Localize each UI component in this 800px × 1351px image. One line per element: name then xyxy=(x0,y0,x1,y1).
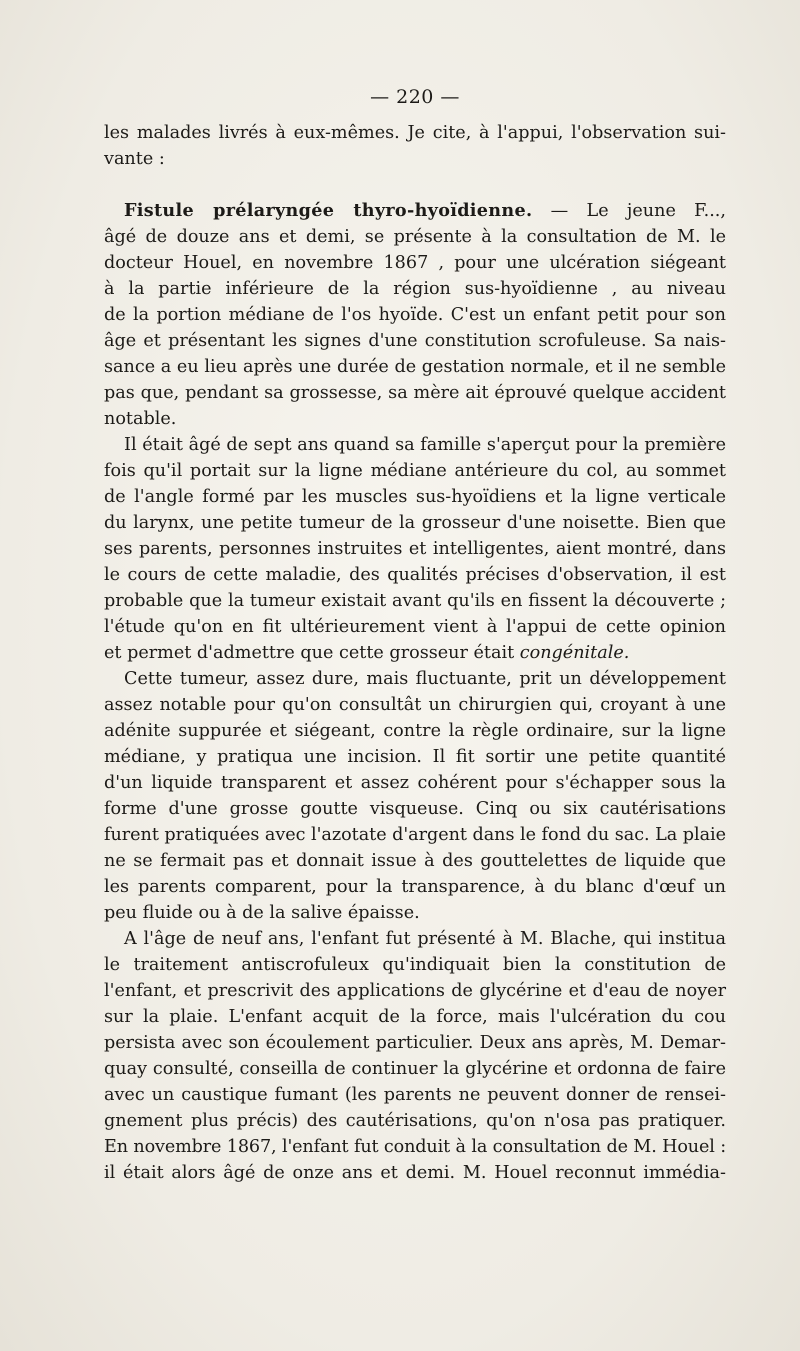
text-line: assez notable pour qu'on consultât un chirurgien qui, croyant à une xyxy=(104,695,726,715)
text-line: les parents comparent, pour la transparence, à du blanc d'œuf un xyxy=(104,877,726,897)
text-line: probable que la tumeur existait avant qu'ils en fissent la découverte ; xyxy=(104,591,726,611)
text-line: pas que, pendant sa grossesse, sa mère ait éprouvé quelque accident xyxy=(104,383,726,403)
text-line: notable. xyxy=(104,409,177,429)
text-line: âgé de douze ans et demi, se présente à la consultation de M. le xyxy=(104,227,726,247)
page-number: — 220 — xyxy=(370,86,460,108)
text-line: le traitement antiscrofuleux qu'indiquait bien la constitution de xyxy=(104,955,726,975)
text-line: fois qu'il portait sur la ligne médiane antérieure du col, au sommet xyxy=(104,461,726,481)
text-line: il était alors âgé de onze ans et demi. M. Houel reconnut immédia- xyxy=(104,1163,726,1183)
page-content xyxy=(104,84,726,1186)
observation-title-rest: — Le jeune F..., xyxy=(532,201,726,221)
text-run: et permet d'admettre que cette grosseur était xyxy=(104,643,520,663)
text-line xyxy=(104,640,726,666)
text-line: l'étude qu'on en fit ultérieurement vient à l'appui de cette opinion xyxy=(104,617,726,637)
italic-term: congénitale. xyxy=(519,643,630,663)
text-line: de la portion médiane de l'os hyoïde. C'est un enfant petit pour son xyxy=(104,305,726,325)
observation-title: Fistule prélaryngée thyro-hyoïdienne. xyxy=(124,200,533,221)
text-line: quay consulté, conseilla de continuer la glycérine et ordonna de faire xyxy=(104,1059,726,1079)
text-line: avec un caustique fumant (les parents ne peuvent donner de rensei- xyxy=(104,1085,726,1105)
text-line: le cours de cette maladie, des qualités précises d'observation, il est xyxy=(104,565,726,585)
text-line: les malades livrés à eux-mêmes. Je cite, à l'appui, l'observation sui- xyxy=(104,123,726,143)
text-line: forme d'une grosse goutte visqueuse. Cinq ou six cautérisations xyxy=(104,799,726,819)
text-line: Il était âgé de sept ans quand sa famille s'aperçut pour la première xyxy=(124,435,726,455)
text-line: furent pratiquées avec l'azotate d'argent dans le fond du sac. La plaie xyxy=(104,825,727,845)
text-line: gnement plus précis) des cautérisations, qu'on n'osa pas pratiquer. xyxy=(104,1111,726,1131)
text-line: peu fluide ou à de la salive épaisse. xyxy=(104,903,420,923)
text-line: de l'angle formé par les muscles sus-hyoïdiens et la ligne verticale xyxy=(104,487,726,507)
text-line: docteur Houel, en novembre 1867 , pour une ulcération siégeant xyxy=(104,253,726,273)
text-line: En novembre 1867, l'enfant fut conduit à la consultation de M. Houel : xyxy=(104,1137,726,1157)
text-line: A l'âge de neuf ans, l'enfant fut présenté à M. Blache, qui institua xyxy=(124,929,726,949)
text-line: adénite suppurée et siégeant, contre la règle ordinaire, sur la ligne xyxy=(104,721,726,741)
text-line: médiane, y pratiqua une incision. Il fit sortir une petite quantité xyxy=(104,747,726,767)
text-line: persista avec son écoulement particulier. Deux ans après, M. Demar- xyxy=(104,1033,726,1053)
text-line: à la partie inférieure de la région sus-hyoïdienne , au niveau xyxy=(104,279,726,299)
text-line: d'un liquide transparent et assez cohérent pour s'échapper sous la xyxy=(104,773,726,793)
observation-heading-line xyxy=(104,198,726,224)
text-line: l'enfant, et prescrivit des applications de glycérine et d'eau de noyer xyxy=(104,981,726,1001)
spacer xyxy=(104,172,726,198)
text-line: Cette tumeur, assez dure, mais fluctuante, prit un développement xyxy=(124,669,726,689)
text-line: âge et présentant les signes d'une constitution scrofuleuse. Sa nais- xyxy=(104,331,726,351)
text-line: ses parents, personnes instruites et intelligentes, aient montré, dans xyxy=(104,539,726,559)
text-line: du larynx, une petite tumeur de la grosseur d'une noisette. Bien que xyxy=(104,513,726,533)
text-line: sur la plaie. L'enfant acquit de la force, mais l'ulcération du cou xyxy=(104,1007,726,1027)
text-line: sance a eu lieu après une durée de gestation normale, et il ne semble xyxy=(104,357,726,377)
text-line: vante : xyxy=(104,149,165,169)
text-line: ne se fermait pas et donnait issue à des gouttelettes de liquide que xyxy=(104,851,726,871)
